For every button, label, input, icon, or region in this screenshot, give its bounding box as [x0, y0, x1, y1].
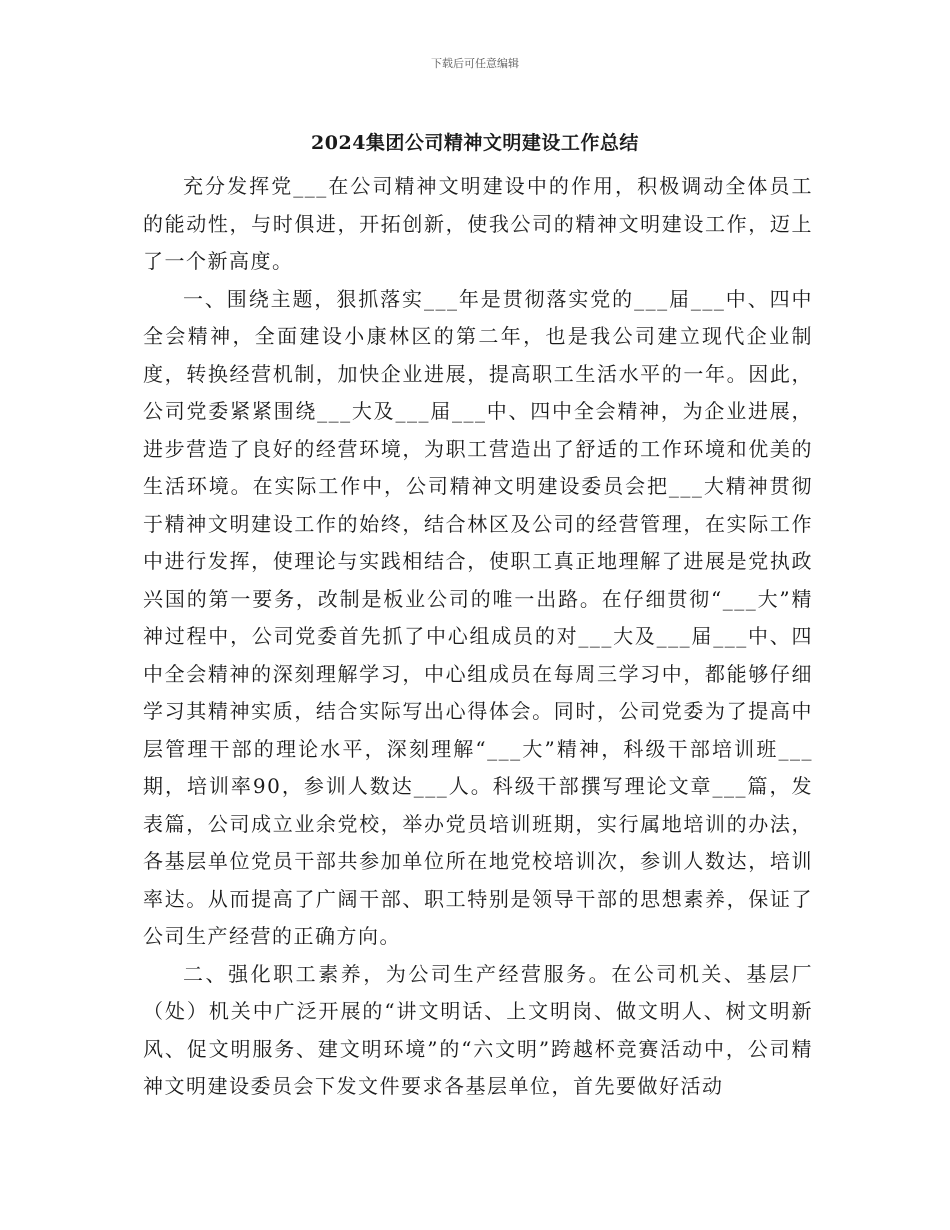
download-note: 下载后可任意编辑	[431, 57, 519, 70]
paragraph-section-2: 二、强化职工素养，为公司生产经营服务。在公司机关、基层厂（处）机关中广泛开展的“讲文明话、上文明岗、做文明人、树文明新风、促文明服务、建文明环境”的“六文明”跨越杯竞赛活动中，公司精神文明建设委员会下发文件要求各基层单位，首先要做好活动	[143, 961, 813, 1098]
paragraph-section-1: 一、围绕主题，狠抓落实___年是贯彻落实党的___届___中、四中全会精神，全面建设小康林区的第二年，也是我公司建立现代企业制度，转换经营机制，加快企业进展，提高职工生活水平的一年。因此，公司党委紧紧围绕___大及___届___中、四中全会精神，为企业进展，进步营造了良好的经营环境，为职工营造出了舒适的工作环境和优美的生活环境。在实际工作中，公司精神文明建设委员会把___大精神贯彻于精神文明建设工作的始终，结合林区及公司的经营管理，在实际工作中进行发挥，使理论与实践相结合，使职工真正地理解了进展是党执政兴国的第一要务，改制是板业公司的唯一出路。在仔细贯彻“___大”精神过程中，公司党委首先抓了中心组成员的对___大及___届___中、四中全会精神的深刻理解学习，中心组成员在每周三学习中，都能够仔细学习其精神实质，结合实际写出心得体会。同时，公司党委为了提高中层管理干部的理论水平，深刻理解“___大”精神，科级干部培训班___期，培训率90，参训人数达___人。科级干部撰写理论文章___篇，发表篇，公司成立业余党校，举办党员培训班期，实行属地培训的办法，各基层单位党员干部共参加单位所在地党校培训次，参训人数达，培训率达。从而提高了广阔干部、职工特别是领导干部的思想素养，保证了公司生产经营的正确方向。	[143, 286, 813, 948]
paragraph-intro: 充分发挥党___在公司精神文明建设中的作用，积极调动全体员工的能动性，与时俱进，开拓创新，使我公司的精神文明建设工作，迈上了一个新高度。	[143, 174, 813, 273]
document-title: 2024集团公司精神文明建设工作总结	[311, 132, 639, 154]
document-body	[143, 168, 813, 1106]
